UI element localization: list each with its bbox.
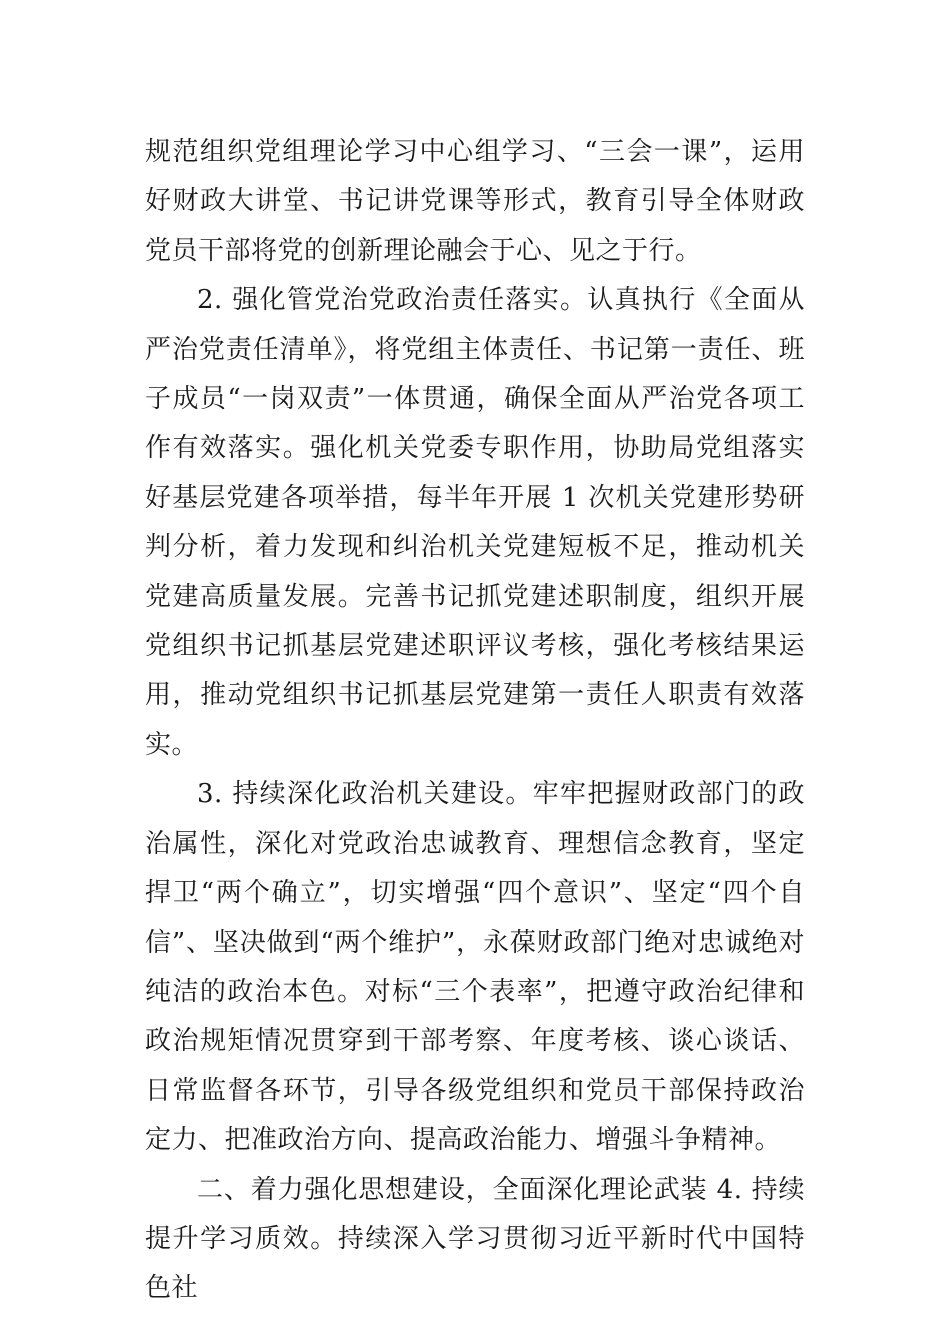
paragraph-4: 二、着力强化思想建设，全面深化理论武装 4. 持续提升学习质效。持续深入学习贯彻习近平新时代中国特色社: [145, 1174, 805, 1304]
document-body: [145, 128, 805, 1314]
paragraph-2: 2. 强化管党治党政治责任落实。认真执行《全面从严治党责任清单》，将党组主体责任、书记第一责任、班子成员“一岗双责”一体贯通，确保全面从严治党各项工作有效落实。强化机关党委专职作用，协助局党组落实好基层党建各项举措，每半年开展 1 次机关党建形势研判分析，着力发现和纠治机关党建短板不足，推动机关党建高质量发展。完善书记抓党建述职制度，组织开展党组织书记抓基层党建述职评议考核，强化考核结果运用，推动党组织书记抓基层党建第一责任人职责有效落实。: [145, 285, 805, 760]
paragraph-1: 规范组织党组理论学习中心组学习、“三会一课”，运用好财政大讲堂、书记讲党课等形式，教育引导全体财政党员干部将党的创新理论融会于心、见之于行。: [145, 137, 805, 266]
paragraph-3: 3. 持续深化政治机关建设。牢牢把握财政部门的政治属性，深化对党政治忠诚教育、理想信念教育，坚定捍卫“两个确立”，切实增强“四个意识”、坚定“四个自信”、坚决做到“两个维护”，永葆财政部门绝对忠诚绝对纯洁的政治本色。对标“三个表率”，把遵守政治纪律和政治规矩情况贯穿到干部考察、年度考核、谈心谈话、日常监督各环节，引导各级党组织和党员干部保持政治定力、把准政治方向、提高政治能力、增强斗争精神。: [145, 779, 805, 1156]
